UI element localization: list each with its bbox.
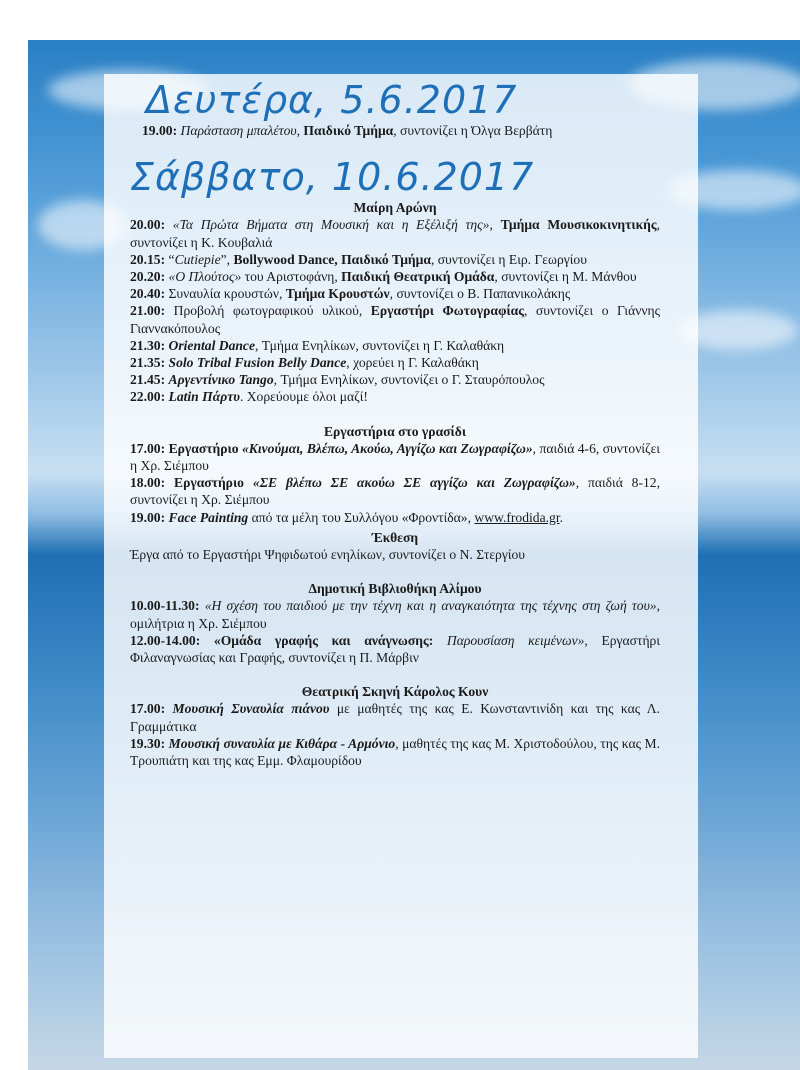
list-item: 20.20: «Ο Πλούτος» του Αριστοφάνη, Παιδική Θεατρική Ομάδα, συντονίζει η Μ. Μάνθου [130,269,637,285]
program-content [130,78,660,769]
list-item: 21.30: Oriental Dance, Τμήμα Ενηλίκων, συντονίζει η Γ. Καλαθάκη [130,337,505,353]
frodida-link[interactable]: www.frodida.gr [474,509,560,525]
list-item: 19.00: Face Painting από τα μέλη του Συλλόγου «Φροντίδα», www.frodida.gr. [130,509,564,525]
list-item: 10.00-11.30: «Η σχέση του παιδιού με την τέχνη και η αναγκαιότητα της τέχνης στη ζωή του», ομιλήτρια η Χρ. Σιέμπου [130,598,661,631]
monday-date-title: Δευτέρα, 5.6.2017 [146,78,518,122]
list-item: 21.35: Solo Tribal Fusion Belly Dance, χορεύει η Γ. Καλαθάκη [130,355,479,371]
aroni-schedule-list [130,216,660,405]
list-item: 21.00: Προβολή φωτογραφικού υλικού, Εργαστήρι Φωτογραφίας, συντονίζει ο Γιάννης Γιαννακόπουλος [130,303,660,336]
list-item: 20.15: “Cutiepie”, Bollywood Dance, Παιδικό Τμήμα, συντονίζει η Ειρ. Γεωργίου [130,251,587,267]
exhibition-text: Έργα από το Εργαστήρι Ψηφιδωτού ενηλίκων, συντονίζει ο Ν. Στεργίου [130,547,526,563]
venue-title-lawn-workshops: Εργαστήρια στο γρασίδι [323,423,467,439]
list-item: 22.00: Latin Πάρτυ. Χορεύουμε όλοι μαζί! [130,389,368,405]
list-item: 19.30: Μουσική συναυλία με Κιθάρα - Αρμόνιο, μαθητές της κας Μ. Χριστοδούλου, της κας Μ. Τρουπιάτη και της κας Εμμ. Φλαμουρίδου [130,735,660,769]
list-item: 17.00: Μουσική Συναυλία πιάνου με μαθητές της κας Ε. Κωνσταντινίδη και της κας Λ. Γραμμάτικα [130,701,660,734]
list-item: 18.00: Εργαστήριο «ΣΕ βλέπω ΣΕ ακούω ΣΕ αγγίζω και Ζωγραφίζω», παιδιά 8-12, συντονίζει η Χρ. Σιέμπου [130,475,660,508]
list-item: 12.00-14.00: «Ομάδα γραφής και ανάγνωσης: Παρουσίαση κειμένων», Εργαστήρι Φιλαναγνωσίας και Γραφής, συντονίζει η Π. Μάρβιν [130,632,661,666]
theatre-title: Θεατρική Σκηνή Κάρολος Κουν [301,684,489,700]
list-item: 21.45: Αργεντίνικο Tango, Τμήμα Ενηλίκων, συντονίζει ο Γ. Σταυρόπουλος [130,372,545,388]
list-item: 20.00: «Τα Πρώτα Βήματα στη Μουσική και η Εξέλιξή της», Τμήμα Μουσικοκινητικής, συντονίζει η Κ. Κουβαλιά [130,217,661,250]
monday-item: 19.00: Παράσταση μπαλέτου, Παιδικό Τμήμα, συντονίζει η Όλγα Βερβάτη [142,123,553,138]
exhibition-title: Έκθεση [371,529,419,545]
saturday-date-title: Σάββατο, 10.6.2017 [130,155,535,200]
list-item: 17.00: Εργαστήριο «Κινούμαι, Βλέπω, Ακούω, Αγγίζω και Ζωγραφίζω», παιδιά 4-6, συντονίζει η Χρ. Σιέμπου [130,440,660,474]
venue-title-aroni: Μαίρη Αρώνη [353,200,437,216]
list-item: 20.40: Συναυλία κρουστών, Τμήμα Κρουστών, συντονίζει ο Β. Παπανικολάκης [130,286,571,302]
library-title: Δημοτική Βιβλιοθήκη Αλίμου [308,581,482,597]
